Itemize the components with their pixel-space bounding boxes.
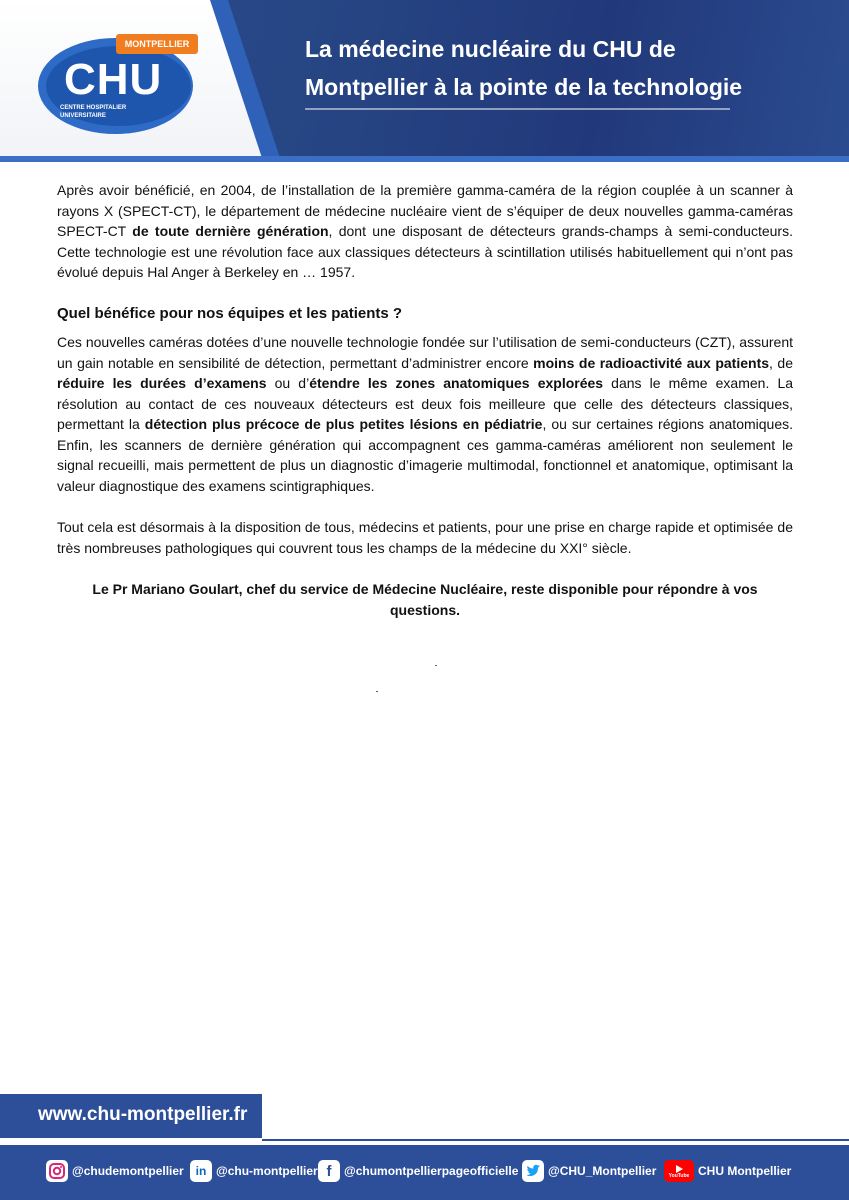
closing-paragraph: Le Pr Mariano Goulart, chef du service de Médecine Nucléaire, reste disponible pour répondre à vos questions. — [92, 581, 758, 618]
benefits-text-a: Ces nouvelles caméras dotées d’une nouvelle technologie fondée sur l’utilisation de semi-conducteurs (CZT), assurent un gain notable en sensibilité de détection, permettant d’administrer encore — [57, 334, 793, 371]
benefits-paragraph — [57, 332, 793, 496]
youtube-icon — [664, 1160, 694, 1182]
youtube-handle: CHU Montpellier — [698, 1164, 792, 1178]
benefits-text-i: , ou sur certaines régions anatomiques. Enfin, les scanners de dernière génération qui accompagnent ces gamma-caméras améliorent non seulement le signal recueilli, mais permettent de plus un diagnostic d’imagerie multimodal, fonctionnel et anatomique, optimisant la valeur diagnostique des examens scintigraphiques. — [57, 416, 794, 494]
stray-mark — [376, 691, 378, 692]
intro-emphasis: de toute dernière génération — [132, 223, 329, 239]
facebook-handle: @chumontpellierpageofficielle — [344, 1164, 519, 1178]
benefits-emphasis-duration: réduire les durées d’examens — [57, 375, 267, 391]
social-twitter[interactable] — [522, 1159, 656, 1183]
social-facebook[interactable] — [318, 1159, 518, 1183]
chu-logo — [38, 34, 198, 134]
benefits-text-c: , de — [769, 354, 793, 371]
stray-mark — [435, 665, 437, 666]
intro-paragraph — [57, 180, 793, 283]
instagram-icon — [46, 1160, 68, 1182]
social-instagram[interactable] — [46, 1159, 184, 1183]
linkedin-handle: @chu-montpellier — [216, 1164, 318, 1178]
summary-paragraph: Tout cela est désormais à la disposition de tous, médecins et patients, pour une prise en charge rapide et optimisée de très nombreuses pathologiques qui couvrent tous les champs de la médecine du XXI° siècle. — [57, 519, 793, 556]
social-youtube[interactable] — [664, 1159, 791, 1183]
section-heading: Quel bénéfice pour nos équipes et les patients ? — [57, 304, 403, 322]
benefits-emphasis-zones: étendre les zones anatomiques explorées — [309, 375, 604, 391]
logo-city-tag: MONTPELLIER — [116, 34, 198, 54]
logo-subtitle-line2: UNIVERSITAIRE — [60, 113, 106, 119]
page-header — [0, 0, 849, 162]
logo-name: CHU — [64, 55, 163, 104]
page-title-line2: Montpellier à la pointe de la technologie — [305, 74, 743, 100]
logo-subtitle-line1: CENTRE HOSPITALIER — [60, 105, 127, 111]
twitter-icon — [522, 1160, 544, 1182]
website-link[interactable]: www.chu-montpellier.fr — [38, 1104, 248, 1125]
footer-divider — [262, 1139, 849, 1141]
youtube-icon-label: YouTube — [668, 1172, 690, 1179]
benefits-emphasis-detection: détection plus précoce de plus petites lésions en pédiatrie — [144, 416, 543, 432]
article-body — [57, 180, 793, 620]
logo-subtitle — [60, 104, 160, 120]
page-title-line1: La médecine nucléaire du CHU de — [305, 36, 676, 62]
intro-text-c: , dont une disposant de détecteurs grands-champs à semi-conducteurs. Cette technologie est une révolution face aux classiques détecteurs à scintillation utilisés habituellement qui n’ont pas évolué depuis Hal Anger à Berkeley en … 1957. — [57, 223, 793, 280]
page-title — [305, 30, 825, 106]
header-bottom-strip — [0, 156, 849, 162]
linkedin-icon: in — [190, 1160, 212, 1182]
benefits-emphasis-radioactivity: moins de radioactivité aux patients — [533, 354, 770, 371]
benefits-text-e: ou d’ — [266, 375, 310, 391]
title-underline — [305, 108, 730, 110]
twitter-handle: @CHU_Montpellier — [548, 1164, 657, 1178]
facebook-icon: f — [318, 1160, 340, 1182]
intro-text-a: Après avoir bénéficié, en 2004, de l’installation de la première gamma-caméra de la région couplée à un scanner à rayons X (SPECT-CT), le département de médecine nucléaire vient de s’équiper de deux nouvelles gamma-caméras SPECT-CT — [57, 182, 793, 239]
social-linkedin[interactable] — [190, 1159, 318, 1183]
benefits-text-g: dans le même examen. La résolution au contact de ces nouveaux détecteurs est deux fois meilleure que celle des détecteurs classiques, permettant la — [57, 375, 794, 432]
instagram-handle: @chudemontpellier — [72, 1164, 184, 1178]
